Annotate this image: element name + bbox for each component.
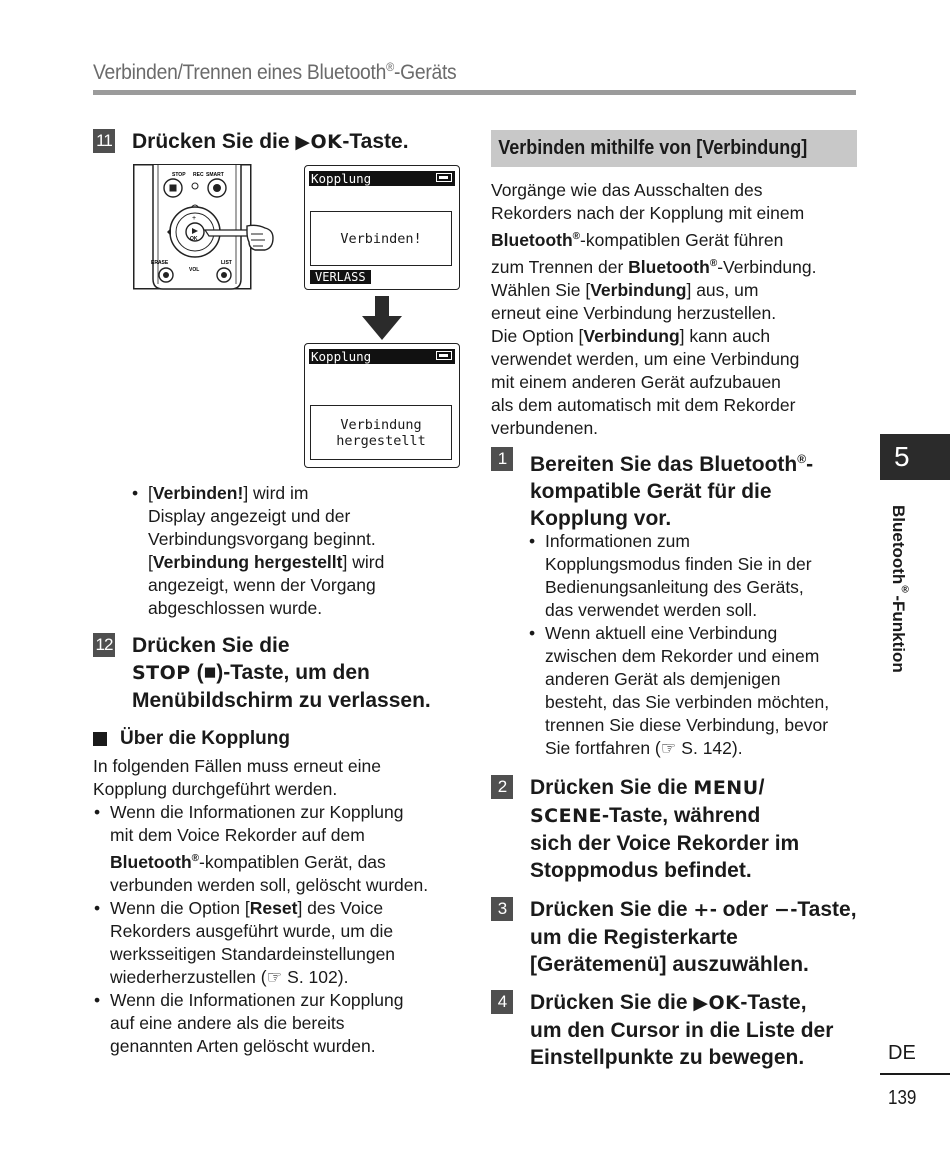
footer-rule (880, 1073, 950, 1075)
step-11-note (131, 482, 461, 620)
step-number: 11 (93, 129, 115, 153)
battery-icon (436, 351, 452, 360)
scene-key-label: SCENE (530, 805, 602, 827)
step-2 (491, 774, 799, 884)
stop-key-label: STOP (132, 662, 191, 684)
plus-label: + (192, 215, 197, 222)
step-1-notes (528, 530, 868, 760)
battery-icon (436, 173, 452, 182)
step-11 (93, 128, 409, 156)
about-intro: In folgenden Fällen muss erneut eine Kopplung durchgeführt werden. (93, 756, 381, 799)
stop-icon: ■ (203, 661, 217, 684)
lcd-screen-connected (304, 343, 460, 468)
list-item: • [Verbinden!] wird im Display angezeigt und der Verbindungsvorgang beginnt. [Verbindung hergestellt] wird angezeigt, wenn der Vorgang abgeschlossen wurde. (131, 482, 461, 620)
language-code: DE (888, 1042, 916, 1064)
step-text: Drücken Sie die ▶OK-Taste. (132, 130, 409, 153)
section-heading: Verbinden mithilfe von [Verbindung] (491, 130, 857, 167)
page-number: 139 (888, 1087, 917, 1109)
ok-label: OK (190, 236, 198, 242)
plus-key-label: + (693, 899, 710, 921)
step-text: Drücken Sie die MENU/ SCENE-Taste, während sich der Voice Rekorder im Stoppmodus befindet. (530, 776, 800, 882)
step-text: Drücken Sie die +- oder −-Taste, um die Registerkarte [Gerätemenü] auszuwählen. (530, 898, 857, 976)
lcd-message: Verbinden! (310, 211, 452, 266)
square-bullet-icon (93, 732, 107, 746)
rec-label: REC (193, 172, 204, 178)
list-item: • Wenn die Option [Reset] des Voice Rekorders ausgeführt wurde, um die werksseitigen Standardeinstellungen wiederherzustellen (☞ S. 102). (93, 897, 473, 989)
step-number: 3 (491, 897, 513, 921)
list-label: LIST (221, 260, 232, 266)
erase-label: ERASE (151, 260, 169, 266)
ok-key-label: ▶OK (693, 992, 741, 1014)
down-arrow-icon (362, 296, 402, 345)
lcd-softkey-exit: VERLASS (310, 270, 371, 284)
recorder-device-icon (133, 164, 283, 291)
vol-label: VOL (189, 267, 200, 273)
header-rule (93, 90, 856, 95)
page-header-title (93, 60, 456, 85)
step-4 (491, 989, 833, 1071)
recorder-illustration (133, 164, 283, 291)
header-text-end: -Geräts (393, 61, 457, 84)
chapter-label: Bluetooth®-Funktion (889, 505, 911, 673)
list-item: • Wenn die Informationen zur Kopplung auf eine andere als die bereits genannten Arten gelöscht wurden. (93, 989, 473, 1058)
about-pairing-heading: Über die Kopplung (93, 728, 290, 750)
chapter-tab: 5 (880, 434, 950, 480)
stop-label: STOP (172, 172, 186, 178)
section-intro: Vorgänge wie das Ausschalten des Rekorders nach der Kopplung mit einem Bluetooth®-kompatiblen Gerät führen zum Trennen der Bluetooth®-Verbindung. Wählen Sie [Verbindung] aus, um erneut eine Verbindung herzustellen. Die Option [Verbindung] kann auch verwendet werden, um eine Verbindung mit einem anderen Gerät aufzubauen als dem automatisch mit dem Rekorder verbundenen. (491, 180, 817, 438)
step-number: 4 (491, 990, 513, 1014)
list-item: • Wenn die Informationen zur Kopplung mit dem Voice Rekorder auf dem Bluetooth®-kompatiblen Gerät, das verbunden werden soll, gelöscht wurden. (93, 801, 473, 897)
smart-label: SMART (206, 172, 224, 178)
header-text: Verbinden/Trennen eines Bluetooth (93, 61, 387, 84)
step-text: Drücken Sie die ▶OK-Taste, um den Cursor in die Liste der Einstellpunkte zu bewegen. (530, 991, 834, 1069)
step-number: 1 (491, 447, 513, 471)
lcd-title: Kopplung (311, 349, 372, 364)
step-number: 2 (491, 775, 513, 799)
menu-key-label: MENU (693, 777, 759, 799)
lcd-title-bar (309, 349, 455, 364)
ok-key-label: ▶OK (295, 131, 343, 153)
minus-key-label: − (774, 899, 791, 921)
about-pairing-body (93, 755, 473, 1058)
list-item: • Informationen zum Kopplungsmodus finden Sie in der Bedienungsanleitung des Geräts, das verwendet werden soll. (528, 530, 868, 622)
lcd-message: Verbindung hergestellt (310, 405, 452, 460)
step-text: Bereiten Sie das Bluetooth®- kompatible Gerät für die Kopplung vor. (530, 452, 814, 530)
lcd-screen-connecting (304, 165, 460, 290)
list-item: • Wenn aktuell eine Verbindung zwischen dem Rekorder und einem anderen Gerät als demjenigen besteht, das Sie verbinden möchten, trennen Sie diese Verbindung, bevor Sie fortfahren (☞ S. 142). (528, 622, 868, 760)
lcd-title: Kopplung (311, 171, 372, 186)
registered-mark: ® (386, 60, 394, 74)
step-1 (491, 446, 813, 532)
step-text: Drücken Sie die STOP (■)-Taste, um den Menübildschirm zu verlassen. (132, 634, 431, 712)
step-number: 12 (93, 633, 115, 657)
step-3 (491, 896, 857, 978)
step-12 (93, 632, 431, 714)
lcd-title-bar (309, 171, 455, 186)
